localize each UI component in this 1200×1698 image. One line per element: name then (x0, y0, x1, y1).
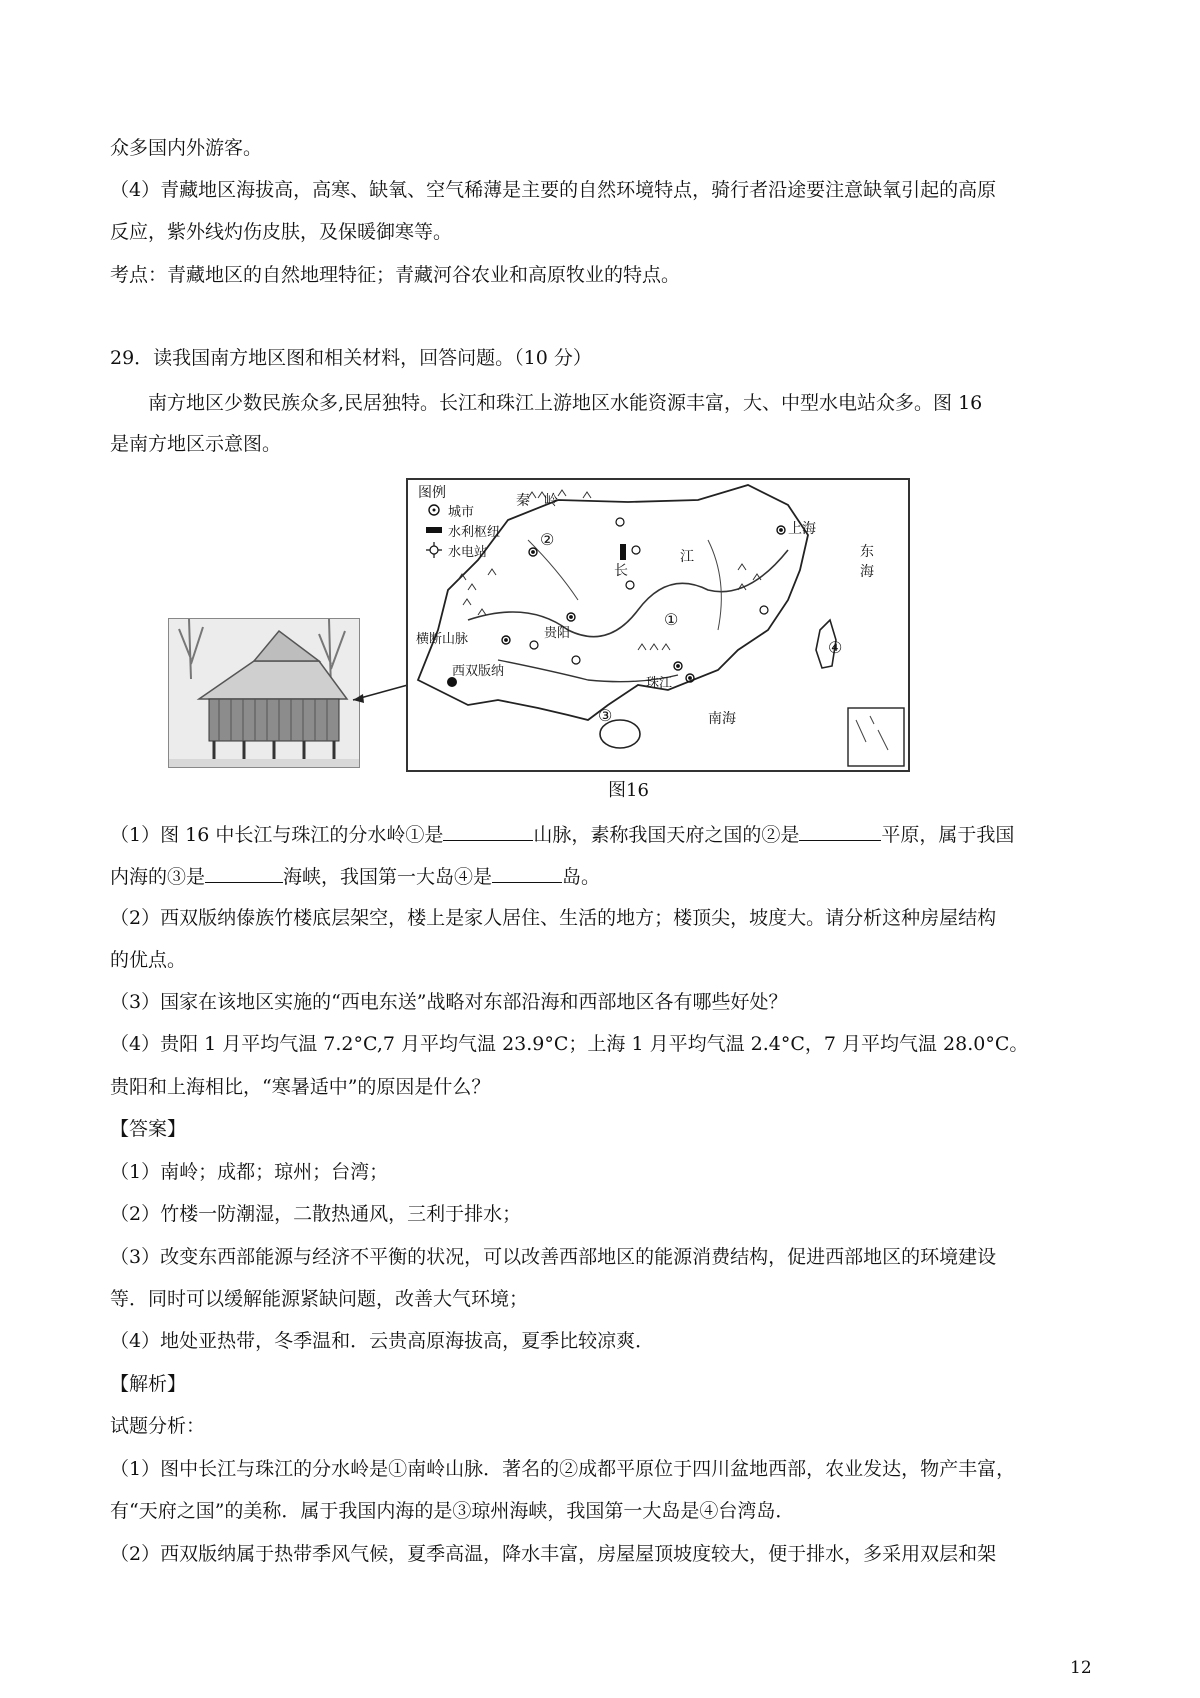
question-text: 内海的③是 (110, 866, 206, 888)
legend-dam: 水利枢纽 (448, 525, 501, 540)
answer-blank[interactable] (492, 862, 562, 883)
answer-line: 等．同时可以缓解能源紧缺问题，改善大气环境； (110, 1288, 529, 1310)
question-text: 岛。 (562, 866, 601, 888)
label-zhujiang: 珠江 (646, 676, 673, 691)
label-south-sea: 南海 (708, 711, 736, 727)
label-marker-3: ③ (598, 706, 613, 725)
label-marker-4: ④ (828, 638, 843, 657)
question-4: （4）贵阳 1 月平均气温 7.2°C,7 月平均气温 23.9°C；上海 1 月平均气温 2.4°C，7 月平均气温 28.0°C。 (110, 1033, 1029, 1055)
analysis-intro: 试题分析： (110, 1415, 206, 1437)
question-1-cont (110, 862, 600, 890)
analysis-line: （1）图中长江与珠江的分水岭是①南岭山脉．著名的②成都平原位于四川盆地西部，农业发达，物产丰富， (110, 1458, 1016, 1480)
page-number: 12 (1070, 1658, 1092, 1678)
question-text: 平原，属于我国 (881, 824, 1015, 846)
text-line: 众多国内外游客。 (110, 137, 263, 159)
question-1 (110, 820, 1014, 848)
question-text: 山脉，素称我国天府之国的②是 (533, 824, 800, 846)
answer-blank[interactable] (799, 820, 881, 841)
legend-hydro: 水电站 (448, 545, 488, 560)
analysis-heading: 【解析】 (110, 1373, 187, 1395)
figure-caption: 图16 (608, 780, 649, 801)
label-east-sea: 东海 (860, 544, 874, 580)
question-2-cont: 的优点。 (110, 949, 187, 971)
legend-city: 城市 (448, 505, 475, 520)
label-marker-1: ① (664, 610, 679, 629)
answer-line: （3）改变东西部能源与经济不平衡的状况，可以改善西部地区的能源消费结构，促进西部地区的环境建设 (110, 1246, 997, 1268)
label-hengduan: 横断山脉 (416, 632, 469, 647)
label-chang: 长 (614, 563, 628, 579)
answer-blank[interactable] (205, 862, 283, 883)
text-line: （4）青藏地区海拔高，高寒、缺氧、空气稀薄是主要的自然环境特点，骑行者沿途要注意缺氧引起的高原 (110, 179, 997, 201)
question-3: （3）国家在该地区实施的“西电东送”战略对东部沿海和西部地区各有哪些好处？ (110, 991, 788, 1013)
label-xishuangbanna: 西双版纳 (452, 664, 505, 679)
answer-line: （1）南岭；成都；琼州；台湾； (110, 1161, 389, 1183)
text-line: 是南方地区示意图。 (110, 433, 282, 455)
question-2: （2）西双版纳傣族竹楼底层架空，楼上是家人居住、生活的地方；楼顶尖，坡度大。请分析这种房屋结构 (110, 907, 997, 929)
analysis-line: 有“天府之国”的美称．属于我国内海的是③琼州海峡，我国第一大岛是④台湾岛． (110, 1500, 795, 1522)
figure-16 (168, 478, 908, 768)
answer-heading: 【答案】 (110, 1118, 187, 1140)
label-jiang: 江 (680, 549, 694, 565)
label-marker-2: ② (540, 530, 555, 549)
question-text: （1）图 16 中长江与珠江的分水岭①是 (110, 824, 444, 846)
text-line: 南方地区少数民族众多,民居独特。长江和珠江上游地区水能资源丰富，大、中型水电站众多。图 16 (148, 392, 983, 414)
question-4-cont: 贵阳和上海相比，“寒暑适中”的原因是什么？ (110, 1076, 491, 1098)
label-guiyang: 贵阳 (544, 626, 571, 641)
answer-line: （4）地处亚热带，冬季温和．云贵高原海拔高，夏季比较凉爽． (110, 1330, 655, 1352)
south-china-map (406, 478, 910, 772)
answer-line: （2）竹楼一防潮湿，二散热通风，三利于排水； (110, 1203, 522, 1225)
analysis-line: （2）西双版纳属于热带季风气候，夏季高温，降水丰富，房屋屋顶坡度较大，便于排水，多采用双层和架 (110, 1543, 997, 1565)
question-text: 海峡，我国第一大岛④是 (283, 866, 493, 888)
legend-title: 图例 (418, 485, 446, 501)
label-qinling: 秦 岭 (516, 493, 558, 509)
question-heading: 29．读我国南方地区图和相关材料，回答问题。（10 分） (110, 347, 592, 369)
label-shanghai: 上海 (788, 521, 816, 537)
answer-blank[interactable] (443, 820, 533, 841)
text-line: 考点：青藏地区的自然地理特征；青藏河谷农业和高原牧业的特点。 (110, 264, 681, 286)
text-line: 反应，紫外线灼伤皮肤，及保暖御寒等。 (110, 221, 453, 243)
